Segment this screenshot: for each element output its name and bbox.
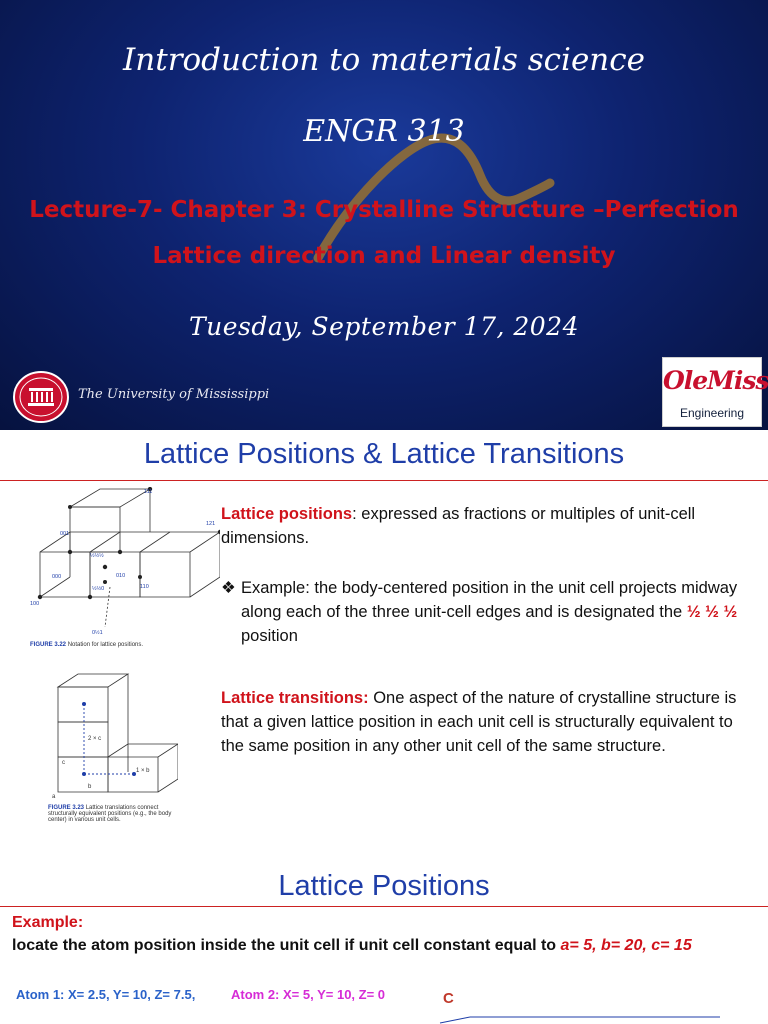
diamond-bullet-icon: ❖ <box>221 579 236 597</box>
lattice-label-001: 001 <box>60 531 70 537</box>
atom-2-coordinates: Atom 2: X= 5, Y= 10, Z= 0 <box>231 987 386 1002</box>
logo-subtext: Engineering <box>679 406 745 420</box>
figure-caption <box>30 642 220 648</box>
example-text-1: Example: the body-centered position in the unit cell projects midway along each of the three unit-cell edges and is designated the <box>241 579 738 621</box>
title-divider <box>0 906 768 907</box>
lattice-positions-text: : expressed as fractions or multiples of unit-cell dimensions. <box>221 505 696 547</box>
example-bullet <box>221 576 741 648</box>
lattice-positions-paragraph <box>221 502 741 550</box>
lattice-label-half-half-0: ½½0 <box>92 586 105 592</box>
translation-label-2c: 2 × c <box>88 736 102 742</box>
axis-label-b: b <box>88 784 92 790</box>
unit-cell-edge-icon <box>430 1014 730 1024</box>
figure-lattice-translations <box>48 672 178 852</box>
university-seal-icon <box>12 370 70 424</box>
figure-caption <box>48 805 178 823</box>
figure-number: FIGURE 3.22 <box>30 642 67 648</box>
figure-number: FIGURE 3.23 <box>48 805 85 811</box>
lattice-label-0-half-1: 0½1 <box>92 630 103 636</box>
figure-caption-text: Notation for lattice positions. <box>67 642 144 648</box>
lattice-transitions-label: Lattice transitions: <box>221 689 369 707</box>
lattice-positions-example-slide <box>0 864 768 1024</box>
atom-1-coordinates: Atom 1: X= 2.5, Y= 10, Z= 7.5, <box>16 987 196 1002</box>
axis-c-label: C <box>443 990 454 1007</box>
lattice-label-111: 111 <box>144 489 153 495</box>
figure-lattice-positions <box>30 487 220 652</box>
lattice-transitions-paragraph <box>221 686 741 758</box>
lattice-label-121: 121 <box>206 521 216 527</box>
lecture-subtitle: Lattice direction and Linear density <box>152 243 616 269</box>
unit-cell-constants: a= 5, b= 20, c= 15 <box>560 937 692 954</box>
lecture-title: Lecture-7- Chapter 3: Crystalline Structure –Perfection <box>29 197 739 223</box>
example-text-2: position <box>241 627 298 645</box>
olemiss-engineering-logo <box>662 357 768 427</box>
example-label: Example: <box>12 914 84 931</box>
lattice-transitions-text: One aspect of the nature of crystalline structure is that a given lattice position in each unit cell is structurally equivalent to the same position in any other unit cell of the same structure. <box>221 689 737 755</box>
logo-wordmark: OleMiss <box>663 366 768 395</box>
lattice-label-100: 100 <box>30 601 40 607</box>
lecture-date: Tuesday, September 17, 2024 <box>188 312 579 341</box>
lattice-positions-label: Lattice positions <box>221 505 353 523</box>
example-highlight: ½ ½ ½ <box>686 603 738 621</box>
lattice-label-000: 000 <box>52 574 62 580</box>
lattice-label-half-half-half: ½½½ <box>90 553 104 559</box>
slide-title: Lattice Positions & Lattice Transitions <box>143 438 625 470</box>
title-slide <box>0 0 768 430</box>
axis-label-a: a <box>52 794 56 800</box>
axis-label-c: c <box>62 760 65 766</box>
university-name: The University of Mississippi <box>78 387 270 402</box>
lattice-label-110: 110 <box>140 584 149 590</box>
unit-cell-diagram-icon <box>30 487 220 637</box>
lattice-positions-transitions-slide <box>0 432 768 862</box>
title-divider <box>0 480 768 481</box>
example-question <box>12 937 692 955</box>
translation-label-1b: 1 × b <box>136 768 150 774</box>
lattice-label-010: 010 <box>116 573 126 579</box>
presentation-title: Introduction to materials science <box>123 42 645 78</box>
course-code: ENGR 313 <box>303 114 465 149</box>
question-text: locate the atom position inside the unit cell if unit cell constant equal to <box>12 937 561 954</box>
figure-caption-text: Lattice translations connect structurally equivalent positions (e.g., the body center) in various unit cells. <box>48 805 172 823</box>
lattice-translation-diagram-icon <box>48 672 178 800</box>
slide-title: Lattice Positions <box>278 870 490 902</box>
